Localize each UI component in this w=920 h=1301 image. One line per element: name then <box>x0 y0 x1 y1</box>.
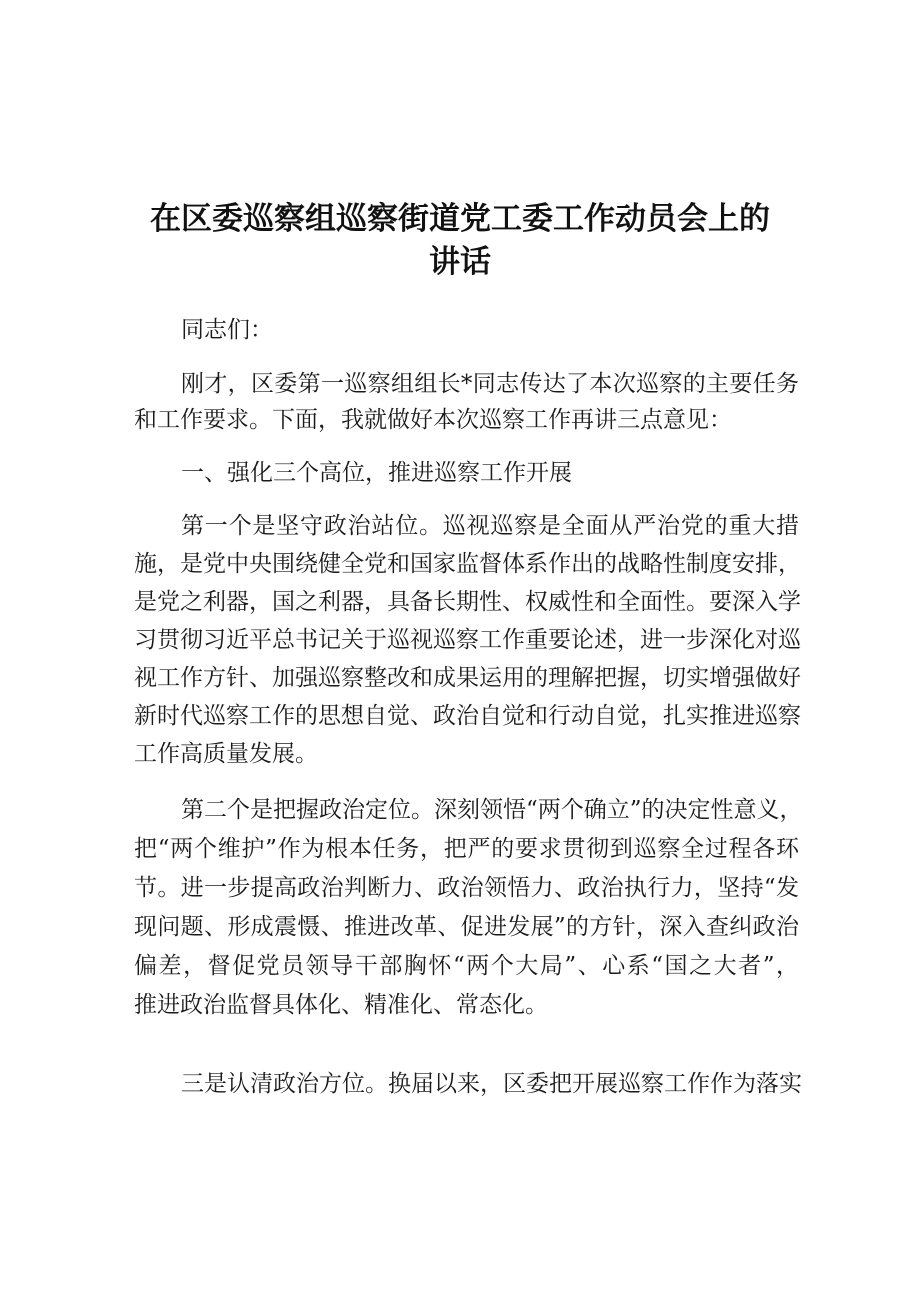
paragraph-line: 偏差，督促党员领导干部胸怀“两个大局”、心系“国之大者”， <box>134 953 799 979</box>
paragraph-line: 新时代巡察工作的思想自觉、政治自觉和行动自觉，扎实推进巡察 <box>134 703 801 729</box>
paragraph-line: 施，是党中央围绕健全党和国家监督体系作出的战略性制度安排， <box>134 551 801 577</box>
paragraph-line: 现问题、形成震慑、推进改革、促进发展”的方针，深入查纠政治 <box>134 914 799 940</box>
paragraph-line: 把“两个维护”作为根本任务，把严的要求贯彻到巡察全过程各环 <box>134 836 799 862</box>
paragraph-line: 是党之利器，国之利器，具备长期性、权威性和全面性。要深入学 <box>134 589 801 615</box>
paragraph-line: 三是认清政治方位。换届以来，区委把开展巡察工作作为落实 <box>181 1071 802 1097</box>
paragraph-line: 视工作方针、加强巡察整改和成果运用的理解把握，切实增强做好 <box>134 665 801 691</box>
paragraph-line: 和工作要求。下面，我就做好本次巡察工作再讲三点意见： <box>134 407 732 433</box>
document-title-line1: 在区委巡察组巡察街道党工委工作动员会上的 <box>150 201 770 237</box>
paragraph-line: 推进政治监督具体化、精准化、常态化。 <box>134 992 548 1018</box>
paragraph-line: 刚才，区委第一巡察组组长*同志传达了本次巡察的主要任务 <box>181 371 799 397</box>
paragraph-line: 第一个是坚守政治站位。巡视巡察是全面从严治党的重大措 <box>181 513 799 539</box>
paragraph-line: 习贯彻习近平总书记关于巡视巡察工作重要论述，进一步深化对巡 <box>134 627 801 653</box>
paragraph-line: 第二个是把握政治定位。深刻领悟“两个确立”的决定性意义， <box>181 797 803 823</box>
salutation: 同志们： <box>181 317 273 343</box>
paragraph-line: 节。进一步提高政治判断力、政治领悟力、政治执行力，坚持“发 <box>134 875 799 901</box>
section-heading: 一、强化三个高位，推进巡察工作开展 <box>181 460 572 486</box>
paragraph-line: 工作高质量发展。 <box>134 741 318 767</box>
document-title-line2: 讲话 <box>429 244 491 280</box>
